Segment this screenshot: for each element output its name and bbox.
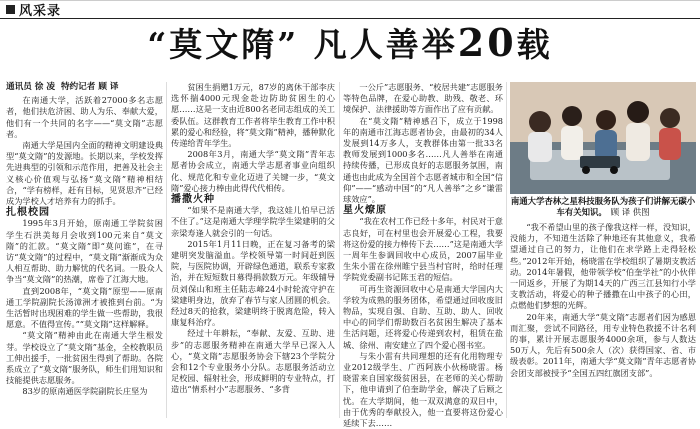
- article-column-4: [510, 222, 696, 420]
- headline-number: 20: [457, 20, 517, 65]
- paragraph: 一公斤”志愿服务、“校居共建”志愿服务等特色品牌，在爱心助教、助残、敬老、环境保护、法律援助等方面作出了应有贡献。: [343, 82, 503, 115]
- photo-caption: [510, 196, 696, 218]
- caption-text: 南通大学杏林之星科技服务队为孩子们讲解无碳小车有关知识。: [510, 196, 696, 217]
- headline-post: 载: [516, 25, 553, 64]
- paragraph: 与朱小雷有共同理想的还有化用物理专业2012级学生、广西阿族小伙杨晓雷。杨晓雷来自国家级贫困县，在老师的关心帮助下，他申请到了伯奎助学金，解决了后顾之忧。在大学期间，他一双双满意的双目中，由于优秀的奉献投入，他一直要将这份爱心延续下去……: [343, 350, 503, 429]
- subheading: 扎根校园: [6, 207, 50, 219]
- photo-credit: 顾 译 供图: [610, 207, 650, 217]
- byline-special: 特约记者 顾 译: [60, 82, 119, 92]
- article-column-1: [6, 82, 163, 418]
- section-header: [6, 0, 61, 18]
- paragraph: “莫文隋”精神由此在南通大学生根发芽。学校设立了“莫文隋”基金，全校教职员工伸出援手，一批贫困生得到了帮助。各院系成立了“莫文隋”服务队，师生们用知识和技能提供志愿服务。: [6, 330, 163, 386]
- headline-pre: “莫文隋” 凡人善举: [147, 25, 458, 64]
- section-square-icon: [6, 5, 15, 14]
- paragraph: 可再生资源回收中心是南通大学国内大学较为成熟的服务团体，希望通过回收废旧物品，实现自强、自助、互助、助人、回收中心的同学们帮助数百名贫困生解决了基本生活问题，还将爱心传递到农村，租赁在盐城、徐州、南安建立了四个爱心图书室。: [343, 283, 503, 350]
- section-label: 风采录: [19, 3, 62, 19]
- header-rule: [0, 18, 700, 19]
- column-divider: [506, 82, 507, 418]
- paragraph: 20年来，南通大学“莫文隋”志愿者们因为感恩而汇聚，尝试不同路径，用专业特色救援不计名利的事，累计开展志愿服务4000余项，参与人数达50万人，先后有500余人（次）获得国家、省、市级表彰。2011年，南通大学“莫文隋”青年志愿者协会团支部被授予“全国五四红旗团支部”。: [510, 311, 696, 378]
- byline-reporter: 通讯员 徐 凌: [6, 82, 55, 92]
- photo-illustration: [510, 82, 696, 194]
- subheading: 播撒火种: [171, 194, 215, 206]
- paragraph: 直到2008年，“莫文隋”原型——原南通工学院副院长汤漳洲才被推到台前。“为生活暂时出现困难的学生做一些帮助，我很愿意。不值得宣传。”“莫文隋”这样解释。: [6, 285, 163, 330]
- paragraph: 2015年1月11日晚，正在复习备考的梁建明突发脑溢血。学校领导第一时间赶到医院，与医院协调，开辟绿色通道，联系专家救治，并在短短数日募得捐款数万元。年级辅导员刘保山和班主任陆志峰24小时轮流守护在梁建明身边，放弃了春节与家人团圆的机会。经过8天的抢救，梁建明终于脱离危险，转入康复科治疗。: [171, 238, 335, 328]
- paragraph: “如果不是南通大学，我这娃儿怕早已活不住了。”这是南通大学理学院学生梁建明的父亲梁寿逢人就会引的一句话。: [171, 205, 335, 238]
- column-divider: [166, 82, 167, 418]
- subheading: 星火燎原: [343, 205, 387, 217]
- paragraph: 1995年3月开始，原南通工学院贫困学生石洪美每月会收到100元来自“莫文隋”的汇款。“莫文隋”即“莫问谁”，在寻访“莫文隋”的过程中，“莫文隋”渐渐成为众人相互帮助、助力解忧的代名词。一股众人争当“莫文隋”的热潮，席卷了江海大地。: [6, 218, 163, 285]
- paragraph: 贫困生捐赠1万元，87岁的离休干部李庆选怀揣4000元现金赴边防助贫困生的心愿……这是一支由近800名老同志组成的关工委队伍。这群教育工作者将毕生教育工作中积累的爱心和经验，将“莫文隋”精神，播种默化传递给青年学生。: [171, 82, 335, 149]
- paragraph: 南通大学是国内全面的精神文明建设典型“莫文隋”的发源地。长期以来，学校发挥先进典型的引领和示范作用，把善及社会主义核心价值观与弘扬“莫文隋”精神相结合，“学有榜样，赶有目标，见贤思齐”已经成为学校人才培养有力的抓手。: [6, 140, 163, 207]
- column-divider: [339, 82, 340, 418]
- paragraph: 2008年3月，南通大学“莫文隋”青年志愿者协会成立，南通大学志愿者事业向组织化、规范化和专业化迈进了关键一步，“莫文隋”爱心接力棒由此得代代相传。: [171, 149, 335, 193]
- byline: [6, 82, 163, 93]
- article-column-3: [343, 82, 503, 429]
- paragraph: 83岁的原南通医学院副院长庄坚为: [22, 386, 148, 397]
- top-rule: [0, 0, 700, 1]
- article-column-2: [171, 82, 335, 418]
- article-headline: [0, 22, 700, 66]
- paragraph: 在“莫文隋”精神感召下，成立于1998年的南通市江海志愿者协会，由最初的34人发展到14万多人，支教群体由第一批33名教师发展到1000多名……凡人善举在南通持续传播，已形成良好的志愿服务氛围，南通也由此成为全国首个志愿者城市和全国“信仰”——“感动中国”的“凡人善举”之乡“谦雷球效应”。: [343, 115, 503, 205]
- paragraph: “我在农村工作已经十多年，村民对于意志良好，可在村里也会开展爱心工程，我要将这份爱的接力棒传下去……”这是南通大学一周年生参调回收中心成员，2007届毕业生朱小雷在徐州睢宁县当村官时，给时任理学院党委副书记陈玉君的短信。: [343, 216, 503, 283]
- article-photo: [510, 82, 696, 194]
- paragraph: “我不希望山里的孩子像我这样一样，没知识，没能力，不知道生活除了种地还有其他意义，我希望通过自己的努力，让他们在求学路上走得轻松些。”2012年开始，杨晓雷在学校组织了暑期支教活动。2014年暑假，他带领学校“伯奎学社”的小伙伴一同返乡，开展了为期14天的广西三江县知行小学支教活动，将爱心的种子播撒在山中孩子的心田，点燃他们梦想的光辉。: [510, 222, 696, 311]
- paragraph: 经过十年耕耘，“奉献、友爱、互助、进步”的志愿服务精神在南通大学早已深入人心，“莫文隋”志愿服务协会下辖23个学院分会和12个专业服务小分队。志愿服务活动立足校园、辐射社会，形成鲜明的专业特点，打造出“情系村小”志愿服务、“多背: [171, 328, 335, 395]
- paragraph: 在南通大学，活跃着27000多名志愿者，他们扶危济困、助人为乐、奉献大爱，他们有一个共同的名字——“莫文隋”志愿者。: [6, 95, 163, 139]
